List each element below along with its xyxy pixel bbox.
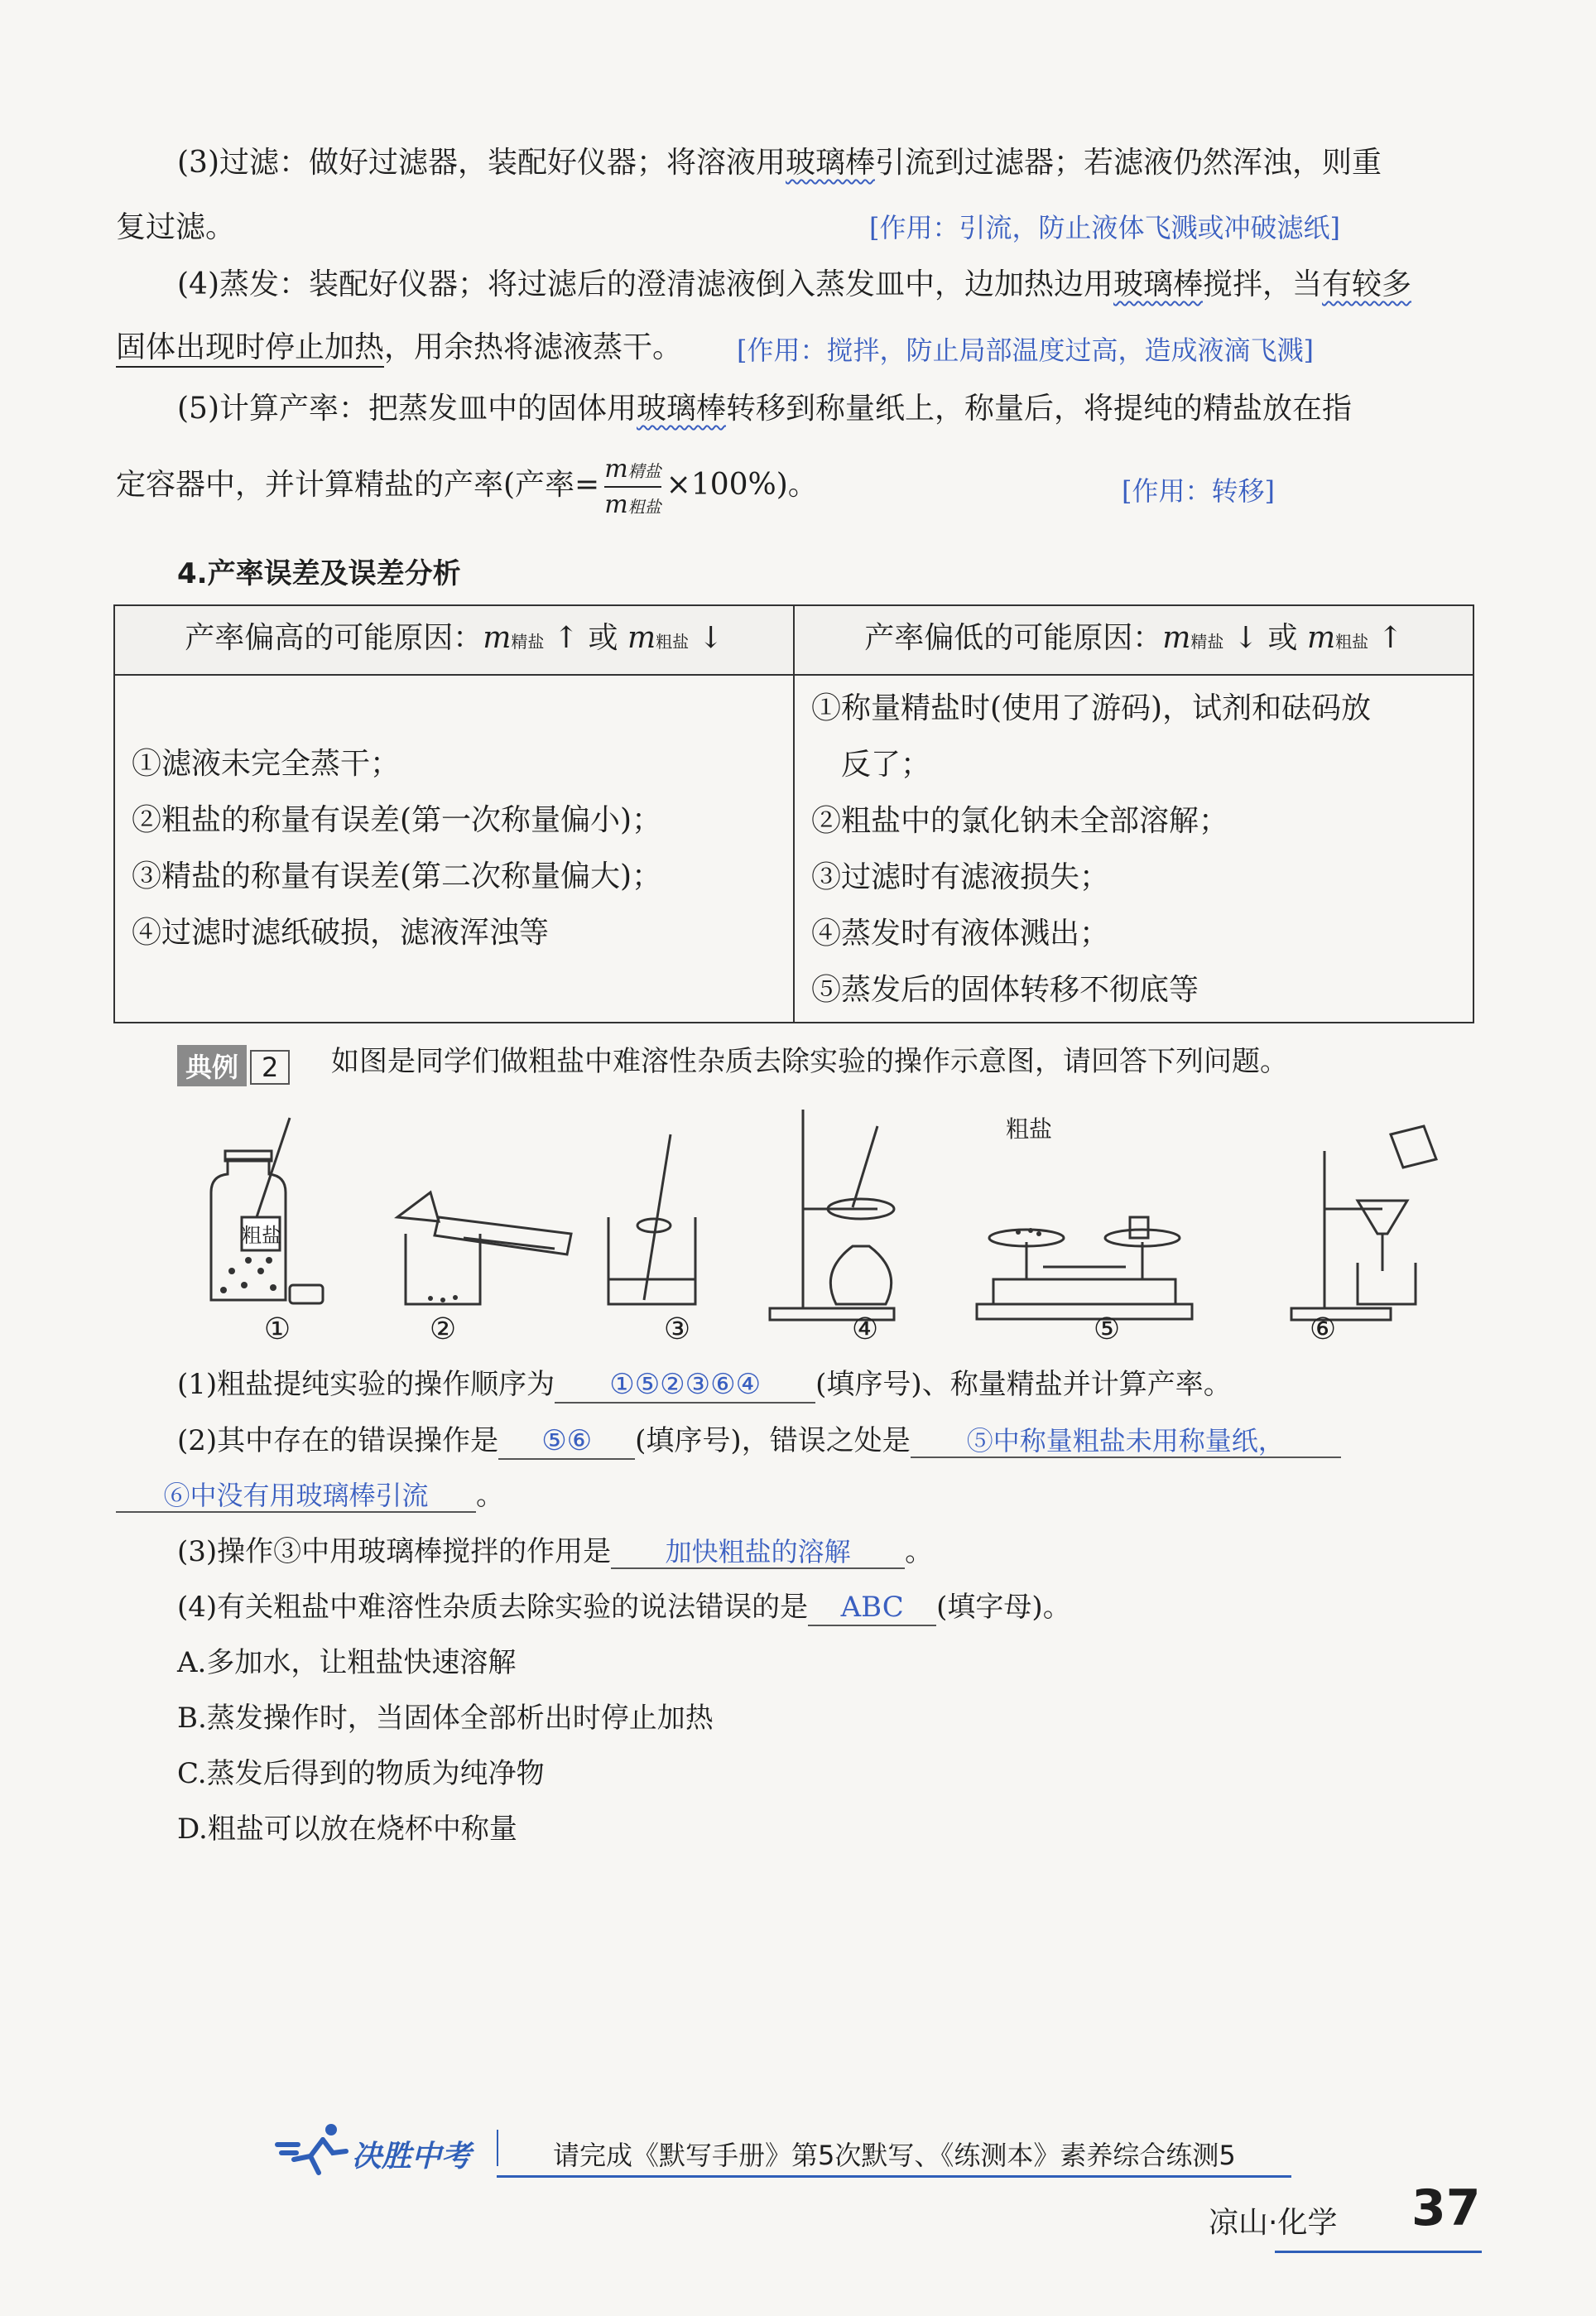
low-yield-causes <box>794 675 1473 1023</box>
step-3-text: (3)过滤：做好过滤器，装配好仪器；将溶液用 <box>177 146 786 180</box>
figure-label-5: ⑤ <box>1093 1312 1121 1346</box>
step-5-text-2: 定容器中，并计算精盐的产率(产率= <box>116 468 600 502</box>
header-high-or: 或 <box>588 621 618 655</box>
question-4 <box>177 1591 1071 1626</box>
option-d: D.粗盐可以放在烧杯中称量 <box>177 1813 517 1846</box>
footer-reminder: 请完成《默写手册》第5次默写、《练测本》素养综合练测5 <box>553 2140 1236 2171</box>
fraction-numerator <box>604 455 661 483</box>
list-item: ②粗盐中的氯化钠未全部溶解； <box>811 804 1229 838</box>
q2-answer-2b: ⑥中没有用玻璃棒引流 <box>116 1480 476 1513</box>
step-5-line2 <box>116 455 818 518</box>
step-5-text-end: ×100%)。 <box>666 468 818 502</box>
list-item: ⑤蒸发后的固体转移不彻底等 <box>811 973 1199 1007</box>
arrow-up-icon: ↑ <box>1377 621 1403 655</box>
arrow-down-icon: ↓ <box>698 621 723 655</box>
runner-logo-icon <box>273 2120 364 2178</box>
header-low-m2: m <box>1306 621 1336 655</box>
numerator-m: m <box>604 455 628 484</box>
step-4-text-end: ，用余热将滤液蒸干。 <box>384 330 683 364</box>
step-4-keyword: 玻璃棒 <box>1113 267 1204 301</box>
evaporation-drawing <box>770 1110 894 1320</box>
error-analysis-table <box>113 604 1474 1023</box>
option-b: B.蒸发操作时，当固体全部析出时停止加热 <box>177 1702 714 1735</box>
header-high-sub1: 精盐 <box>511 632 545 652</box>
example-intro: 如图是同学们做粗盐中难溶性杂质去除实验的操作示意图，请回答下列问题。 <box>331 1045 1288 1078</box>
example-tag <box>177 1045 290 1086</box>
figure-label-3: ③ <box>663 1312 691 1346</box>
footer-region: 凉山·化学 <box>1209 2206 1338 2240</box>
page-number-rule <box>1275 2251 1482 2253</box>
header-low-or: 或 <box>1267 621 1298 655</box>
example-number: 2 <box>250 1050 290 1085</box>
q2-answer: ⑤⑥ <box>498 1424 635 1460</box>
step-3-note: [作用：引流，防止液体飞溅或冲破滤纸] <box>869 212 1340 243</box>
q2-text-mid: (填序号)，错误之处是 <box>635 1424 911 1457</box>
header-low-yield <box>794 605 1473 675</box>
table-header-row <box>114 605 1473 675</box>
q1-answer: ①⑤②③⑥④ <box>555 1368 815 1404</box>
footer-brand: 决胜中考 <box>352 2140 472 2174</box>
q4-text: (4)有关粗盐中难溶性杂质去除实验的说法错误的是 <box>177 1591 809 1624</box>
reagent-jar-drawing <box>211 1118 323 1303</box>
header-high-m2: m <box>627 621 656 655</box>
figure-label-4: ④ <box>851 1312 879 1346</box>
step-5-keyword: 玻璃棒 <box>637 392 727 426</box>
arrow-down-icon: ↓ <box>1233 621 1259 655</box>
header-high-text: 产率偏高的可能原因： <box>185 621 483 655</box>
header-low-m1: m <box>1162 621 1191 655</box>
list-item: ③精盐的称量有误差(第二次称量偏大)； <box>132 859 662 893</box>
numerator-sub: 精盐 <box>627 461 661 481</box>
beaker-stir-drawing <box>608 1134 695 1304</box>
question-1 <box>177 1368 1232 1404</box>
figure-label-2: ② <box>429 1312 457 1346</box>
q2-answer-2a: ⑤中称量粗盐未用称量纸， <box>911 1425 1341 1458</box>
header-low-sub1: 精盐 <box>1190 632 1224 652</box>
figure-label-6: ⑥ <box>1309 1312 1337 1346</box>
q3-text-end: 。 <box>905 1535 934 1568</box>
beaker-pour-drawing <box>397 1192 571 1304</box>
question-2-line2 <box>116 1479 504 1513</box>
step-4-keyword-2: 有较多 <box>1322 267 1412 301</box>
table-body-row <box>114 675 1473 1023</box>
q4-text-end: (填字母)。 <box>936 1591 1071 1624</box>
step-4-note: [作用：搅拌，防止局部温度过高，造成液滴飞溅] <box>737 335 1314 366</box>
balance-drawing <box>977 1217 1192 1319</box>
list-item: ②粗盐的称量有误差(第一次称量偏小)； <box>132 803 662 837</box>
q2-text-end: 。 <box>476 1479 504 1512</box>
filtration-drawing <box>1291 1126 1436 1320</box>
list-item: ①称量精盐时(使用了游码)，试剂和砝码放 <box>811 691 1372 725</box>
footer-rule <box>497 2175 1291 2178</box>
jar-label: 粗盐 <box>242 1224 281 1247</box>
step-4-text-mid: 搅拌，当 <box>1203 267 1323 301</box>
step-4-line2 <box>116 330 682 365</box>
header-low-text: 产率偏低的可能原因： <box>864 621 1163 655</box>
option-c: C.蒸发后得到的物质为纯净物 <box>177 1757 545 1790</box>
fraction-denominator <box>604 491 661 518</box>
header-high-sub2: 粗盐 <box>656 632 690 652</box>
balance-label: 粗盐 <box>1006 1115 1053 1143</box>
q1-text-end: (填序号)、称量精盐并计算产率。 <box>815 1368 1232 1401</box>
step-3-line2: 复过滤。 <box>116 210 236 244</box>
question-2 <box>177 1424 1341 1460</box>
step-3-keyword: 玻璃棒 <box>786 146 876 180</box>
section-4-title: 4.产率误差及误差分析 <box>177 557 461 590</box>
step-5-text-end: 转移到称量纸上，称量后，将提纯的精盐放在指 <box>726 392 1353 426</box>
arrow-up-icon: ↑ <box>553 621 579 655</box>
experiment-figure <box>166 1101 1490 1325</box>
header-high-yield <box>114 605 794 675</box>
step-3-line1 <box>177 145 1382 181</box>
list-item: 反了； <box>841 748 931 782</box>
q3-answer: 加快粗盐的溶解 <box>611 1536 905 1569</box>
option-a: A.多加水，让粗盐快速溶解 <box>177 1646 517 1679</box>
q4-answer: ABC <box>808 1591 936 1626</box>
list-item: ①滤液未完全蒸干； <box>132 747 401 781</box>
header-high-m1: m <box>483 621 512 655</box>
figure-label-1: ① <box>263 1312 291 1346</box>
step-5-line1 <box>177 391 1352 426</box>
step-4-underlined: 固体出现时停止加热 <box>116 330 384 368</box>
high-yield-causes <box>114 675 794 1023</box>
page-number: 37 <box>1411 2179 1481 2237</box>
step-5-text: (5)计算产率：把蒸发皿中的固体用 <box>177 392 637 426</box>
step-4-text: (4)蒸发：装配好仪器；将过滤后的澄清滤液倒入蒸发皿中，边加热边用 <box>177 267 1113 301</box>
q1-text: (1)粗盐提纯实验的操作顺序为 <box>177 1368 555 1401</box>
step-3-text-end: 引流到过滤器；若滤液仍然浑浊，则重 <box>875 146 1382 180</box>
yield-fraction <box>604 455 661 518</box>
q3-text: (3)操作③中用玻璃棒搅拌的作用是 <box>177 1535 612 1568</box>
step-5-note: [作用：转移] <box>1122 475 1275 507</box>
question-3 <box>177 1535 933 1569</box>
step-4-line1 <box>177 267 1411 302</box>
fraction-bar <box>604 486 661 488</box>
list-item: ③过滤时有滤液损失； <box>811 860 1110 894</box>
example-label: 典例 <box>177 1045 247 1086</box>
list-item: ④过滤时滤纸破损，滤液浑浊等 <box>132 916 550 950</box>
denominator-sub: 粗盐 <box>627 497 661 517</box>
header-low-sub2: 粗盐 <box>1335 632 1369 652</box>
list-item: ④蒸发时有液体溅出； <box>811 917 1110 951</box>
footer-divider <box>497 2130 498 2166</box>
denominator-m: m <box>604 490 628 519</box>
q2-text: (2)其中存在的错误操作是 <box>177 1424 499 1457</box>
